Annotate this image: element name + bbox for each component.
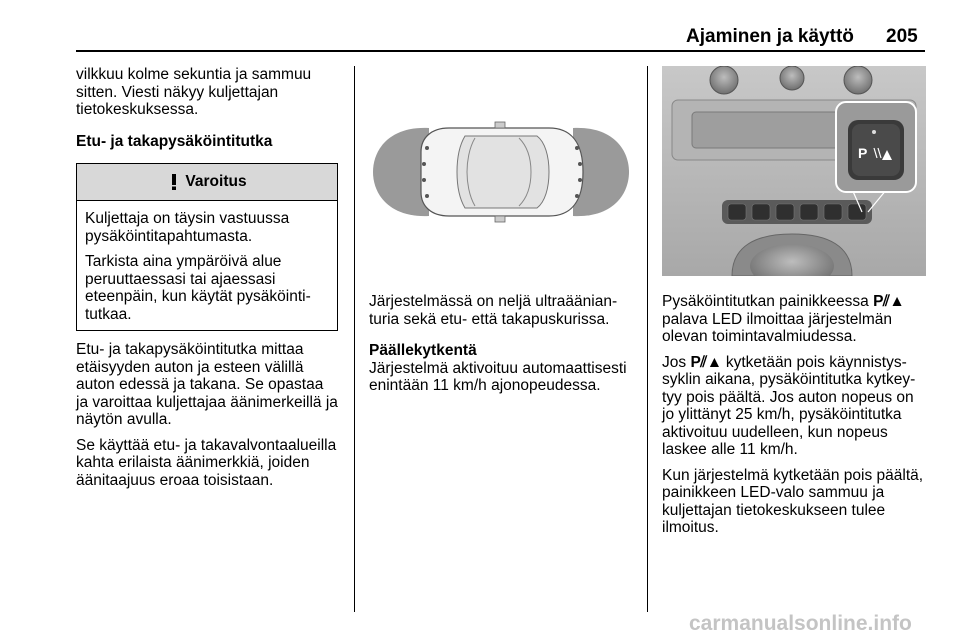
sensor-paragraph: Järjestelmässä on neljä ultraäänianturia sekä etu- että takapuskurissa.	[369, 293, 618, 328]
page-number: 205	[886, 26, 918, 47]
section-heading: Etu- ja takapysäköintitutka	[76, 132, 273, 150]
column-2-body	[369, 293, 633, 403]
car-sensor-diagram	[369, 66, 633, 276]
warning-box	[76, 163, 338, 331]
parking-button-label: P	[858, 145, 868, 161]
column-divider-2	[647, 66, 648, 612]
warning-body	[77, 201, 337, 323]
warning-header	[77, 164, 337, 201]
header-title: Ajaminen ja käyttö	[686, 26, 854, 47]
parking-symbol-2: P⫽▲	[690, 353, 722, 371]
column-1-top	[76, 66, 338, 150]
off-paragraph: Kun järjestelmä kytketään pois päältä, painikkeen LED-valo sammuu ja kuljettajan tietokeskukseen tulee ilmoitus.	[662, 466, 924, 536]
console-button-photo	[662, 66, 926, 276]
body-paragraph-1: Etu- ja takapysäköintitutka mittaa etäisyyden auton ja esteen välillä auton edessä ja takana. Se opastaa ja varoittaa kuljettajaa äänimerkeillä ja näytön avulla.	[76, 341, 338, 428]
header-rule	[76, 50, 925, 52]
warning-text-2: Tarkista aina ympäröivä alue peruuttaessasi tai ajaessasi eteenpäin, kun käytät pysäköintitutkaa.	[85, 253, 311, 323]
column-1-body	[76, 341, 338, 497]
deactivate-paragraph: Jos P⫽▲ kytketään pois käynnistyssyklin aikana, pysäköintitutka kytkeytyy pois päältä. Jos auton nopeus on jo ylittänyt 25 km/h, pysäköintitutka aktivoituu uudelleen, kun nopeus laskee alle 11 km/h.	[662, 353, 916, 458]
warning-icon	[167, 174, 181, 190]
activation-paragraph: Järjestelmä aktivoituu automaattisesti enintään 11 km/h ajonopeudessa.	[369, 359, 627, 394]
warning-title: Varoitus	[185, 173, 247, 190]
parking-symbol: P⫽▲	[873, 293, 905, 310]
activation-heading: Päällekytkentä	[369, 342, 477, 359]
watermark: carmanualsonline.info	[689, 612, 912, 635]
warning-text-1: Kuljettaja on täysin vastuussa pysäköintitapahtumasta.	[85, 210, 290, 245]
column-3-body	[662, 293, 928, 545]
intro-text: vilkkuu kolme sekuntia ja sammuu sitten. Viesti näkyy kuljettajan tietokeskuksessa.	[76, 66, 312, 118]
led-paragraph: Pysäköintitutkan painikkeessa P⫽▲ palava LED ilmoittaa järjestelmän olevan toimintavalmiudessa.	[662, 293, 905, 345]
body-paragraph-2: Se käyttää etu- ja takavalvontaalueilla kahta erilaista äänimerkkiä, joiden äänitaajuus eroaa toisistaan.	[76, 436, 337, 489]
column-divider-1	[354, 66, 355, 612]
